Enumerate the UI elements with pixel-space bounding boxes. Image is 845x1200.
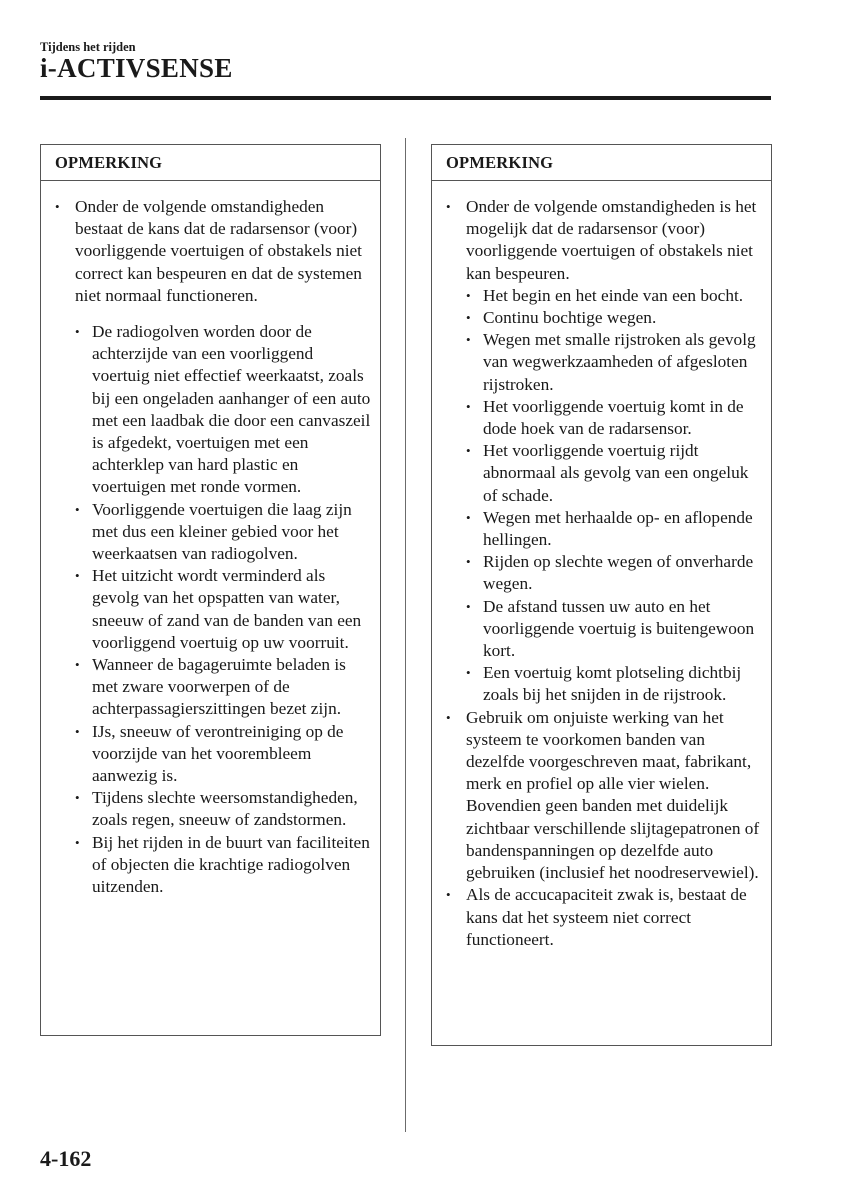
note-subitem: • Een voertuig komt plotseling dichtbij zoals bij het snijden in de rijstrook. — [466, 662, 765, 706]
note-sublist — [75, 321, 374, 898]
note-subitem: • Wegen met herhaalde op- en aflopende hellingen. — [466, 507, 765, 551]
note-subitem: • Het voorliggende voertuig komt in de dode hoek van de radarsensor. — [466, 396, 765, 440]
note-subitem: • Wanneer de bagageruimte beladen is met zware voorwerpen of de achterpassagierszittingen bezet zijn. — [75, 654, 374, 721]
note-subitem: • De afstand tussen uw auto en het voorliggende voertuig is buitengewoon kort. — [466, 596, 765, 663]
note-body — [432, 181, 771, 951]
section-label: Tijdens het rijden — [40, 40, 136, 54]
page-title: i-ACTIVSENSE — [40, 53, 233, 83]
note-body — [41, 181, 380, 898]
note-list — [446, 196, 765, 285]
note-subitem: • Continu bochtige wegen. — [466, 307, 765, 329]
column-divider — [405, 138, 406, 1132]
note-sublist — [466, 285, 765, 707]
note-box-right — [431, 144, 772, 1046]
note-subitem: • Rijden op slechte wegen of onverharde wegen. — [466, 551, 765, 595]
note-list — [446, 707, 765, 951]
note-subitem: • Het voorliggende voertuig rijdt abnormaal als gevolg van een ongeluk of schade. — [466, 440, 765, 507]
note-subitem: • Het begin en het einde van een bocht. — [466, 285, 765, 307]
note-subitem: • Bij het rijden in de buurt van faciliteiten of objecten die krachtige radiogolven uitzenden. — [75, 832, 374, 899]
page-number: 4-162 — [40, 1146, 92, 1171]
note-bullet-intro: • Onder de volgende omstandigheden bestaat de kans dat de radarsensor (voor) voorliggende voertuigen of obstakels niet correct kan bespeuren en dat de systemen niet normaal functioneren. — [55, 196, 374, 307]
note-subitem: • IJs, sneeuw of verontreiniging op de voorzijde van het voorembleem aanwezig is. — [75, 721, 374, 788]
note-heading: OPMERKING — [432, 145, 771, 181]
note-subitem: • De radiogolven worden door de achterzijde van een voorliggend voertuig niet effectief weerkaatst, zoals bij een ongeladen aanhanger of een auto met een laadbak die door een canvaszeil is afgedekt, voertuigen met een achterklep van hard plastic en voertuigen met ronde vormen. — [75, 321, 374, 499]
note-subitem: • Voorliggende voertuigen die laag zijn met dus een kleiner gebied voor het weerkaatsen van radiogolven. — [75, 499, 374, 566]
note-list — [55, 196, 374, 307]
note-bullet: • Gebruik om onjuiste werking van het systeem te voorkomen banden van dezelfde voorgeschreven maat, fabrikant, merk en profiel op alle vier wielen. Bovendien geen banden met duidelijk zichtbaar verschillende slijtagepatronen of bandenspanningen op dezelfde auto gebruiken (inclusief het noodreservewiel). — [446, 707, 765, 885]
note-box-left — [40, 144, 381, 1036]
note-bullet-intro: • Onder de volgende omstandigheden is het mogelijk dat de radarsensor (voor) voorliggende voertuigen of obstakels niet kan bespeuren. — [446, 196, 765, 285]
note-subitem: • Wegen met smalle rijstroken als gevolg van wegwerkzaamheden of afgesloten rijstroken. — [466, 329, 765, 396]
note-subitem: • Tijdens slechte weersomstandigheden, zoals regen, sneeuw of zandstormen. — [75, 787, 374, 831]
note-subitem: • Het uitzicht wordt verminderd als gevolg van het opspatten van water, sneeuw of zand van de banden van een voorliggend voertuig op uw voorruit. — [75, 565, 374, 654]
header-rule — [40, 96, 771, 100]
note-heading: OPMERKING — [41, 145, 380, 181]
note-bullet: • Als de accucapaciteit zwak is, bestaat de kans dat het systeem niet correct functioneert. — [446, 884, 765, 951]
